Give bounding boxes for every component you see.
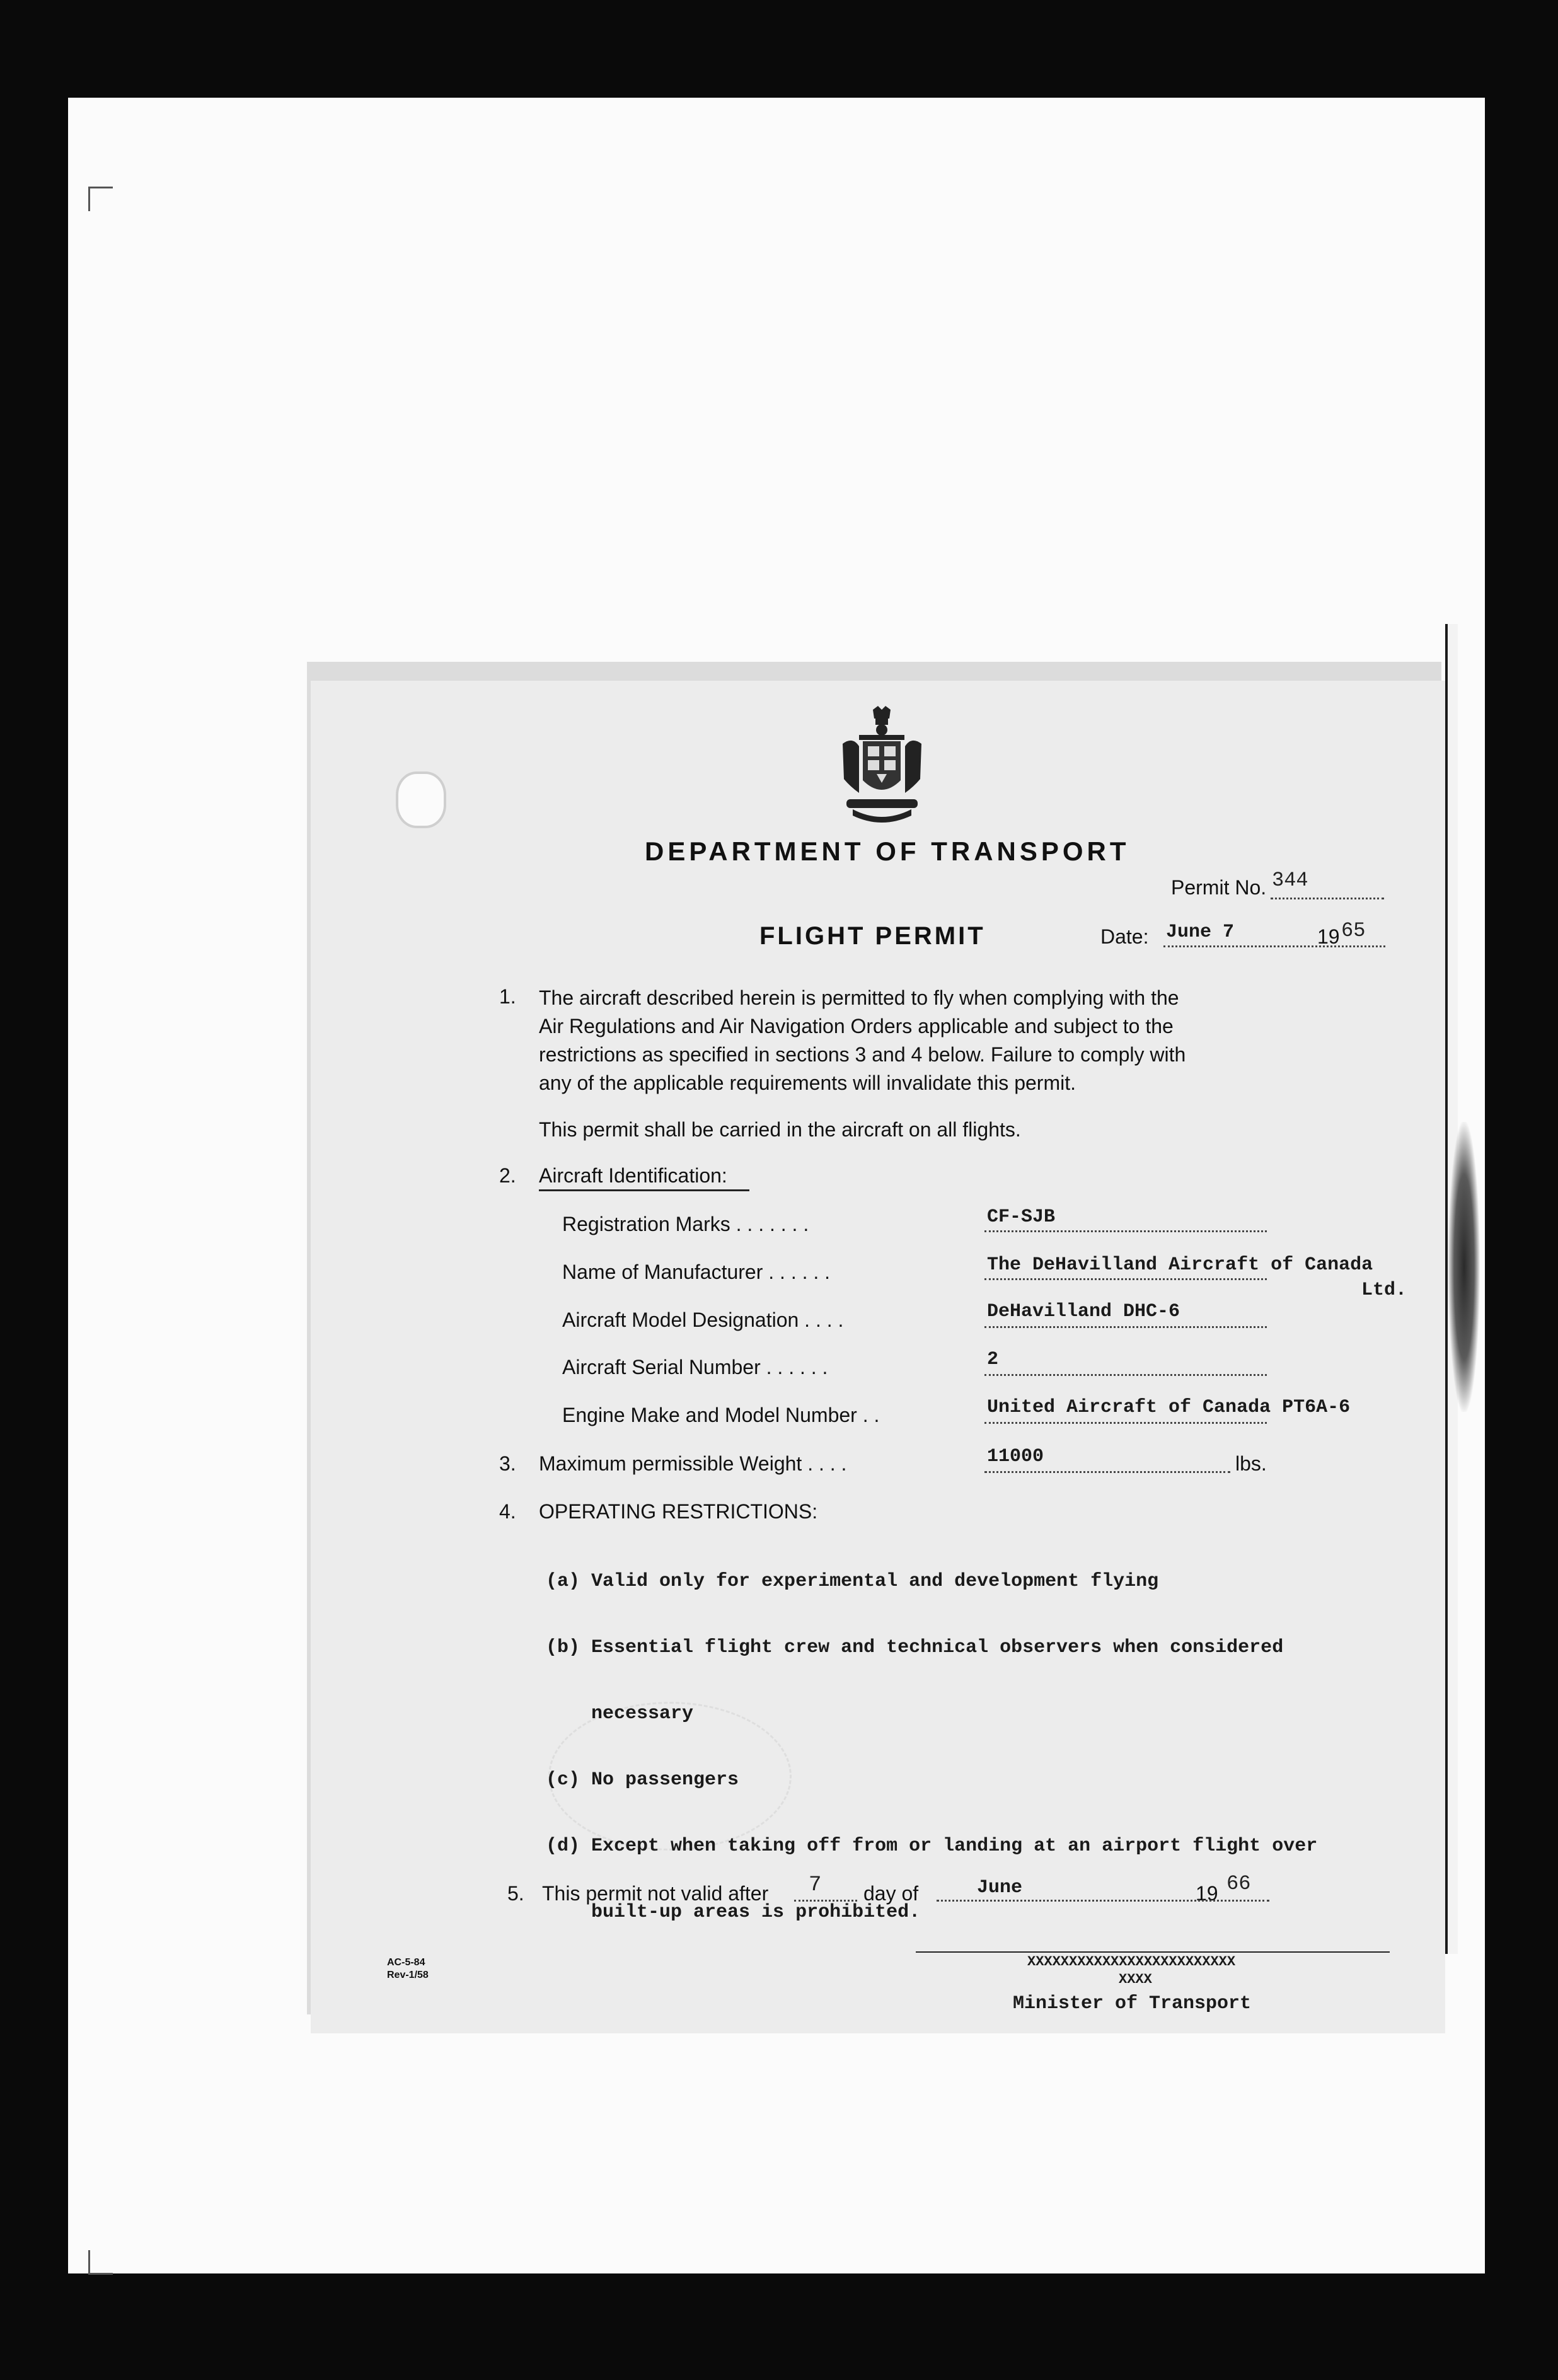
form-code-line2: Rev-1/58: [387, 1970, 429, 1980]
serial-number-line: [984, 1374, 1267, 1376]
section-2-heading: Aircraft Identification:: [539, 1164, 727, 1187]
restriction-item: (a) Valid only for experimental and development flying: [546, 1571, 1159, 1592]
registration-marks-line: [984, 1230, 1267, 1232]
carried-notice: This permit shall be carried in the aircraft on all flights.: [539, 1118, 1021, 1141]
validity-year-prefix: 19: [1196, 1882, 1218, 1905]
max-weight-unit: lbs.: [1235, 1452, 1267, 1475]
section-1-line: restrictions as specified in sections 3 and 4 below. Failure to comply with: [539, 1043, 1186, 1066]
section-2-underline: [539, 1189, 749, 1191]
validity-day-line: [794, 1900, 857, 1902]
engine-value: United Aircraft of Canada PT6A-6: [987, 1397, 1351, 1418]
registration-marks-label: Registration Marks . . . . . . .: [562, 1213, 809, 1235]
section-2-number: 2.: [499, 1164, 516, 1187]
section-4-number: 4.: [499, 1500, 516, 1523]
punch-hole: [398, 774, 444, 826]
permit-no-label: Permit No.: [1171, 876, 1267, 899]
serial-number-label: Aircraft Serial Number . . . . . .: [562, 1356, 828, 1378]
max-weight-label: Maximum permissible Weight . . . .: [539, 1452, 847, 1475]
permit-no-line: [1271, 898, 1384, 899]
coat-of-arms-icon: [840, 705, 924, 823]
engine-label: Engine Make and Model Number . .: [562, 1404, 880, 1426]
serial-number-value: 2: [987, 1349, 999, 1370]
signature-line: [916, 1951, 1390, 1953]
validity-day-of: day of: [863, 1882, 919, 1905]
permit-no-value: 344: [1272, 869, 1308, 892]
engine-line: [984, 1422, 1267, 1424]
model-designation-line: [984, 1326, 1267, 1328]
section-4-heading: OPERATING RESTRICTIONS:: [539, 1500, 818, 1523]
validity-month-line: [937, 1900, 1269, 1902]
date-label: Date:: [1100, 925, 1149, 948]
manufacturer-line: [984, 1278, 1267, 1280]
form-code-line1: AC-5-84: [387, 1957, 425, 1968]
manufacturer-label: Name of Manufacturer . . . . . .: [562, 1261, 831, 1283]
section-1-line: The aircraft described herein is permitted to fly when complying with the: [539, 986, 1179, 1009]
struck-title-line2: XXXX: [1119, 1972, 1152, 1987]
edge-smudge: [1448, 1122, 1480, 1412]
crop-mark-bottom-left: [88, 2250, 113, 2275]
model-designation-value: DeHavilland DHC-6: [987, 1301, 1180, 1322]
date-year-suffix: 65: [1341, 919, 1366, 942]
restriction-item: built-up areas is prohibited.: [546, 1902, 921, 1923]
date-year-prefix: 19: [1317, 925, 1340, 948]
restriction-item: (b) Essential flight crew and technical observers when considered: [546, 1637, 1284, 1658]
section-1-line: any of the applicable requirements will invalidate this permit.: [539, 1072, 1076, 1094]
department-heading: DEPARTMENT OF TRANSPORT: [645, 836, 1130, 866]
signatory-title: Minister of Transport: [1013, 1993, 1252, 2014]
registration-marks-value: CF-SJB: [987, 1206, 1056, 1228]
section-1-text: [539, 984, 1186, 1097]
section-5-number: 5.: [507, 1882, 524, 1905]
date-value: June 7: [1166, 921, 1235, 943]
struck-title-line1: XXXXXXXXXXXXXXXXXXXXXXXXX: [1027, 1954, 1236, 1970]
flight-permit-title: FLIGHT PERMIT: [759, 922, 986, 950]
validity-prefix: This permit not valid after: [542, 1882, 769, 1905]
date-line: [1163, 945, 1385, 947]
validity-day: 7: [809, 1873, 822, 1897]
section-1-line: Air Regulations and Air Navigation Orders applicable and subject to the: [539, 1015, 1174, 1037]
crop-mark-top-left: [88, 187, 113, 211]
section-3-number: 3.: [499, 1452, 516, 1475]
restriction-item: (d) Except when taking off from or landing at an airport flight over: [546, 1835, 1318, 1857]
validity-month: June: [977, 1877, 1023, 1898]
model-designation-label: Aircraft Model Designation . . . .: [562, 1308, 844, 1331]
restriction-item: necessary: [546, 1703, 694, 1724]
validity-year-suffix: 66: [1226, 1872, 1251, 1895]
form-code: [387, 1956, 429, 1982]
manufacturer-value: The DeHavilland Aircraft of Canada: [987, 1254, 1373, 1276]
max-weight-value: 11000: [987, 1446, 1044, 1467]
max-weight-line: [984, 1471, 1230, 1473]
section-1-number: 1.: [499, 985, 516, 1008]
restriction-item: (c) No passengers: [546, 1769, 739, 1791]
manufacturer-value-line2: Ltd.: [1361, 1280, 1407, 1301]
